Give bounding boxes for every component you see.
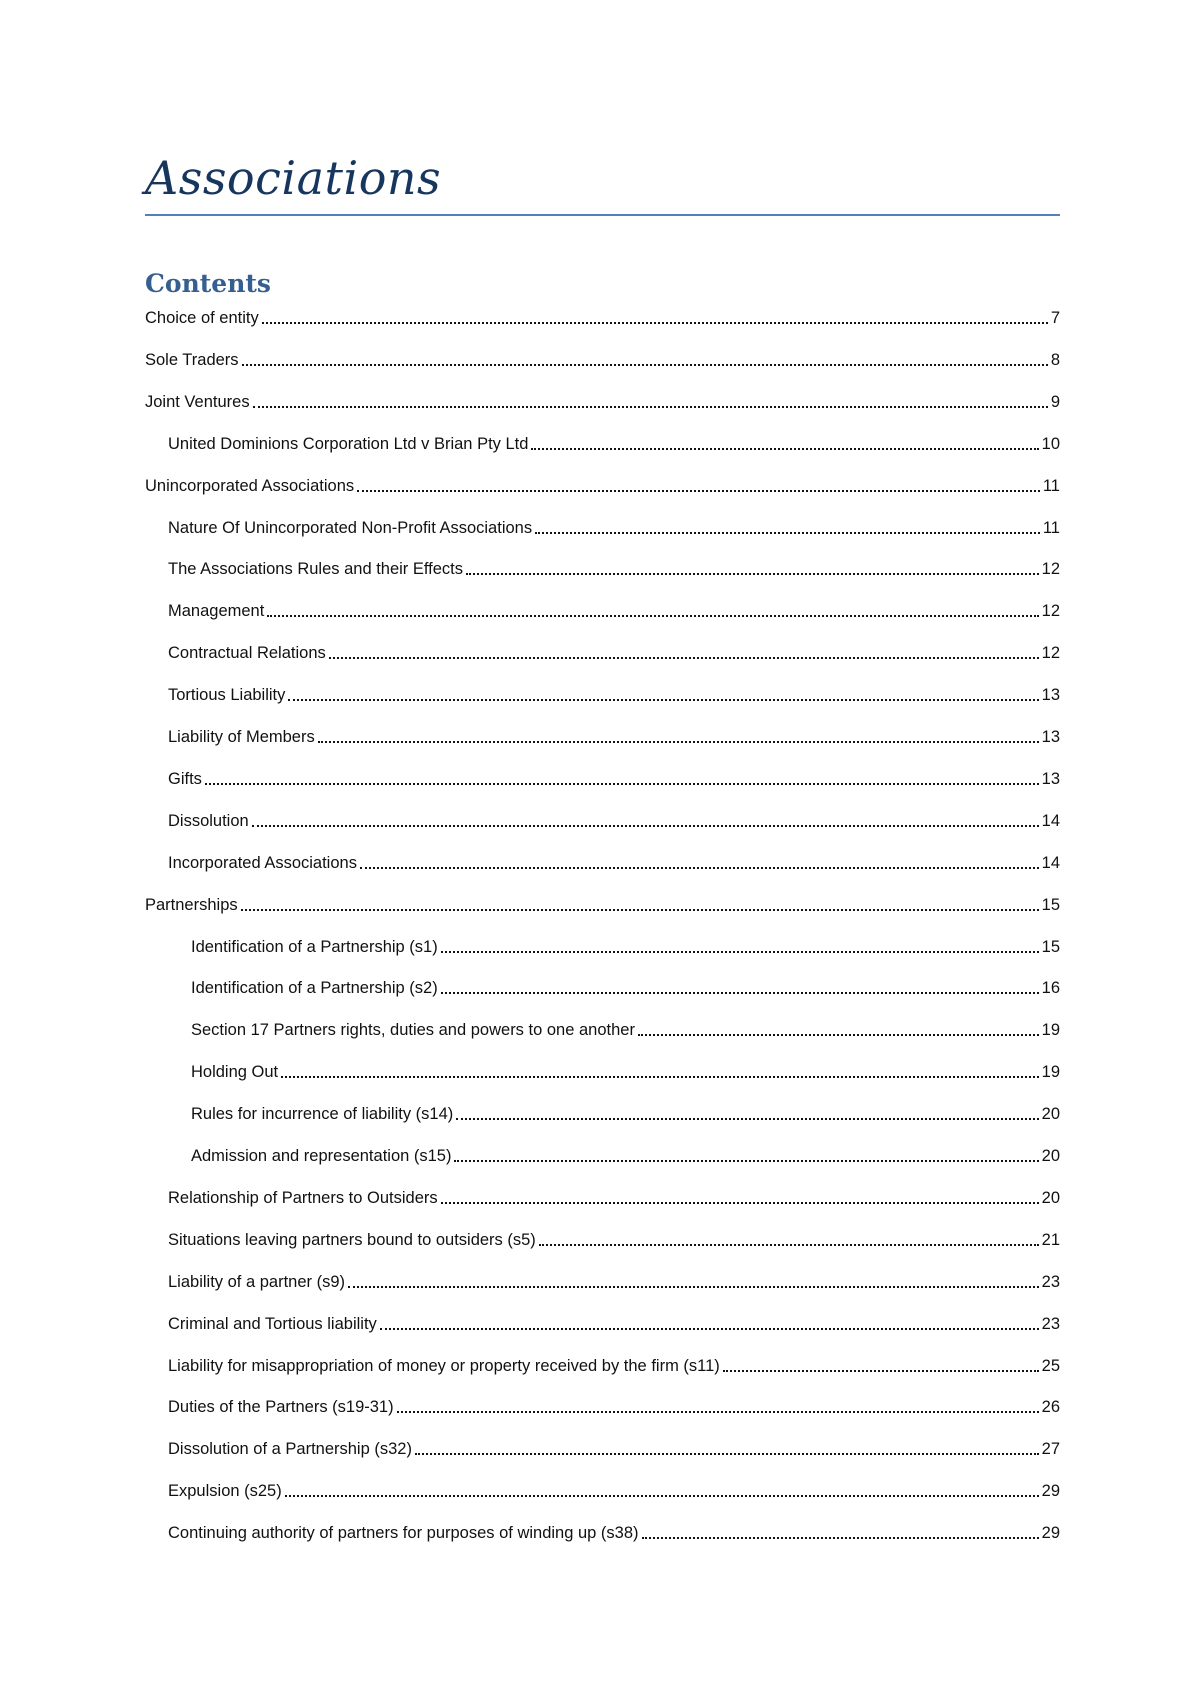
toc-entry-label: Gifts (168, 769, 202, 788)
toc-entry-label: Identification of a Partnership (s2) (191, 979, 438, 998)
toc-entry[interactable] (168, 639, 1060, 663)
document-title: Associations (145, 151, 442, 205)
toc-dot-leader (262, 308, 1048, 328)
toc-dot-leader (288, 685, 1038, 705)
toc-dot-leader (267, 601, 1038, 621)
toc-dot-leader (242, 350, 1048, 370)
toc-entry[interactable] (145, 304, 1060, 328)
toc-entry-label: United Dominions Corporation Ltd v Brian Pty Ltd (168, 434, 529, 453)
toc-entry-page-number: 15 (1041, 937, 1060, 956)
toc-entry-label: Expulsion (s25) (168, 1482, 282, 1501)
toc-dot-leader (642, 1523, 1039, 1543)
toc-entry-page-number: 21 (1041, 1230, 1060, 1249)
toc-entry[interactable] (168, 555, 1060, 579)
toc-entry-label: Contractual Relations (168, 644, 326, 663)
toc-entry-label: Unincorporated Associations (145, 476, 355, 495)
toc-entry-label: Holding Out (191, 1063, 279, 1082)
toc-dot-leader (397, 1397, 1039, 1417)
toc-entry[interactable] (168, 723, 1060, 747)
toc-entry[interactable] (168, 597, 1060, 621)
toc-entry-label: Criminal and Tortious liability (168, 1314, 377, 1333)
toc-entry-label: Tortious Liability (168, 686, 286, 705)
toc-entry-label: Relationship of Partners to Outsiders (168, 1188, 438, 1207)
toc-entry[interactable] (168, 430, 1060, 454)
toc-entry-page-number: 20 (1041, 1147, 1060, 1165)
toc-entry[interactable] (191, 1058, 1060, 1082)
toc-entry[interactable] (168, 514, 1060, 538)
toc-entry[interactable] (168, 1268, 1060, 1292)
toc-dot-leader (466, 559, 1039, 579)
toc-entry-label: Nature Of Unincorporated Non-Profit Associations (168, 518, 533, 537)
toc-entry-page-number: 27 (1041, 1440, 1060, 1459)
toc-entry-page-number: 11 (1042, 518, 1060, 537)
toc-dot-leader (281, 1062, 1039, 1082)
toc-entry-page-number: 20 (1041, 1105, 1060, 1124)
toc-entry-label: Duties of the Partners (s19-31) (168, 1398, 394, 1417)
toc-dot-leader (348, 1272, 1039, 1292)
toc-dot-leader (357, 476, 1040, 496)
toc-dot-leader (360, 853, 1039, 873)
toc-dot-leader (441, 1188, 1039, 1208)
toc-entry-label: Dissolution (168, 811, 249, 830)
toc-entry-page-number: 20 (1041, 1188, 1060, 1207)
toc-entry[interactable] (168, 1226, 1060, 1250)
toc-dot-leader (329, 643, 1039, 663)
toc-entry[interactable] (191, 1142, 1060, 1166)
toc-entry-label: Liability of a partner (s9) (168, 1272, 345, 1291)
toc-dot-leader (415, 1439, 1039, 1459)
toc-entry-page-number: 16 (1041, 979, 1060, 998)
title-underline-rule (145, 214, 1060, 216)
toc-entry-label: Liability of Members (168, 728, 315, 746)
toc-entry-label: Incorporated Associations (168, 853, 357, 872)
toc-entry-label: Continuing authority of partners for purposes of winding up (s38) (168, 1524, 639, 1543)
toc-entry[interactable] (191, 933, 1060, 957)
toc-entry[interactable] (168, 807, 1060, 831)
toc-entry-page-number: 8 (1050, 350, 1060, 369)
toc-entry-page-number: 23 (1041, 1314, 1060, 1333)
toc-entry-label: Situations leaving partners bound to outsiders (s5) (168, 1230, 536, 1249)
toc-entry-page-number: 26 (1041, 1398, 1060, 1417)
toc-entry[interactable] (145, 891, 1060, 915)
toc-entry-label: Rules for incurrence of liability (s14) (191, 1105, 454, 1124)
toc-entry-label: Dissolution of a Partnership (s32) (168, 1440, 412, 1459)
toc-entry[interactable] (168, 1184, 1060, 1208)
toc-dot-leader (531, 434, 1038, 454)
toc-entry-page-number: 7 (1050, 309, 1060, 327)
toc-entry[interactable] (168, 1477, 1060, 1501)
toc-entry[interactable] (168, 1352, 1060, 1376)
toc-entry-label: The Associations Rules and their Effects (168, 560, 464, 579)
toc-entry[interactable] (168, 1435, 1060, 1459)
toc-entry-page-number: 10 (1041, 434, 1060, 453)
toc-entry-label: Management (168, 602, 265, 621)
toc-entry-label: Admission and representation (s15) (191, 1147, 452, 1165)
toc-entry-page-number: 19 (1041, 1063, 1060, 1082)
toc-entry-page-number: 13 (1041, 769, 1060, 788)
toc-entry-page-number: 15 (1041, 895, 1060, 914)
toc-entry-page-number: 13 (1041, 728, 1060, 746)
toc-dot-leader (252, 811, 1039, 831)
toc-entry[interactable] (191, 1100, 1060, 1124)
toc-entry[interactable] (145, 346, 1060, 370)
toc-entry[interactable] (168, 681, 1060, 705)
toc-dot-leader (638, 1020, 1039, 1040)
toc-dot-leader (241, 895, 1039, 915)
toc-entry[interactable] (191, 974, 1060, 998)
toc-entry[interactable] (191, 1016, 1060, 1040)
toc-dot-leader (318, 727, 1039, 747)
toc-entry[interactable] (168, 1310, 1060, 1334)
toc-dot-leader (723, 1356, 1039, 1376)
toc-entry-label: Partnerships (145, 895, 238, 914)
toc-entry-page-number: 13 (1041, 686, 1060, 705)
toc-dot-leader (454, 1146, 1038, 1166)
toc-dot-leader (205, 769, 1039, 789)
toc-entry-page-number: 19 (1041, 1021, 1060, 1040)
toc-dot-leader (253, 392, 1048, 412)
toc-entry[interactable] (145, 388, 1060, 412)
toc-entry[interactable] (168, 1519, 1060, 1543)
toc-dot-leader (539, 1230, 1039, 1250)
toc-dot-leader (441, 978, 1039, 998)
toc-entry-page-number: 14 (1041, 811, 1060, 830)
toc-entry-page-number: 11 (1042, 476, 1060, 495)
toc-entry-page-number: 12 (1041, 602, 1060, 621)
toc-entry-page-number: 25 (1041, 1356, 1060, 1375)
toc-dot-leader (285, 1481, 1039, 1501)
toc-entry-page-number: 12 (1041, 560, 1060, 579)
toc-entry-page-number: 12 (1041, 644, 1060, 663)
toc-entry-label: Sole Traders (145, 350, 239, 369)
toc-entry-page-number: 29 (1041, 1524, 1060, 1543)
toc-entry-page-number: 23 (1041, 1272, 1060, 1291)
toc-entry-label: Liability for misappropriation of money or property received by the firm (s11) (168, 1356, 720, 1375)
toc-entry[interactable] (145, 472, 1060, 496)
toc-entry-page-number: 29 (1041, 1482, 1060, 1501)
toc-entry-label: Choice of entity (145, 309, 259, 327)
toc-entry-label: Section 17 Partners rights, duties and powers to one another (191, 1021, 635, 1040)
toc-entry[interactable] (168, 849, 1060, 873)
toc-dot-leader (456, 1104, 1038, 1124)
toc-entry-label: Identification of a Partnership (s1) (191, 937, 438, 956)
toc-entry[interactable] (168, 765, 1060, 789)
toc-dot-leader (380, 1314, 1039, 1334)
toc-entry-page-number: 14 (1041, 853, 1060, 872)
toc-dot-leader (535, 518, 1040, 538)
toc-entry-label: Joint Ventures (145, 392, 250, 411)
toc-entry-page-number: 9 (1050, 392, 1060, 411)
toc-heading: Contents (145, 269, 272, 298)
toc-entry[interactable] (168, 1393, 1060, 1417)
toc-dot-leader (441, 937, 1039, 957)
